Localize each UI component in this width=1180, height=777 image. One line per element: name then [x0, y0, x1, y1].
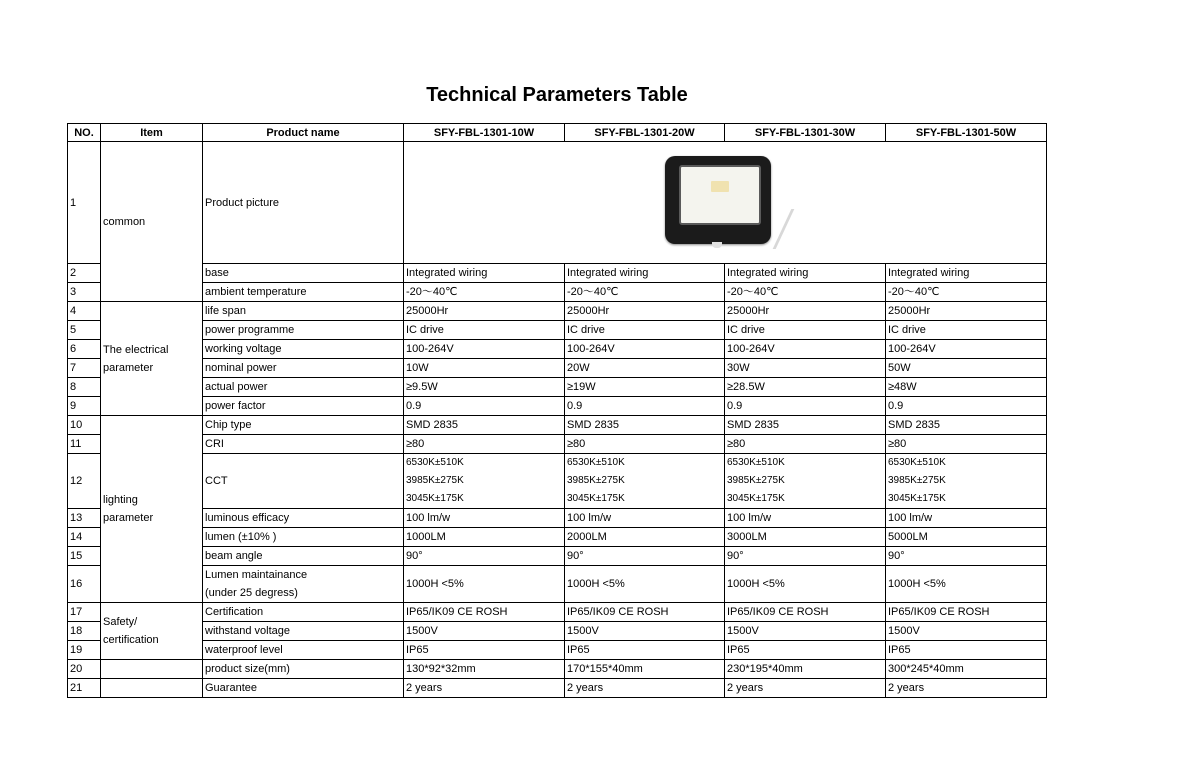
- header-item: Item: [101, 124, 203, 142]
- header-model: SFY-FBL-1301-10W: [404, 124, 565, 142]
- cct-value: 3985K±275K: [727, 475, 785, 486]
- value-cell: 100 lm/w: [404, 509, 565, 528]
- value-cell: 3000LM: [725, 528, 886, 547]
- header-model: SFY-FBL-1301-50W: [886, 124, 1047, 142]
- row-number: 6: [68, 340, 101, 359]
- row-number: 8: [68, 378, 101, 397]
- value-cell: 1000H <5%: [565, 566, 725, 603]
- table-row: [68, 378, 1047, 397]
- value-cell: 100-264V: [725, 340, 886, 359]
- group-common: common: [101, 142, 203, 302]
- row-number: 7: [68, 359, 101, 378]
- value-cell: -20～40℃: [886, 283, 1047, 302]
- value-cell: 1500V: [725, 622, 886, 641]
- group-electrical: [101, 302, 203, 416]
- table-row: [68, 397, 1047, 416]
- value-cell: [404, 454, 565, 509]
- value-cell: Integrated wiring: [565, 264, 725, 283]
- row-label: ambient temperature: [203, 283, 404, 302]
- value-cell: 5000LM: [886, 528, 1047, 547]
- table-row: [68, 566, 1047, 603]
- table-row: [68, 509, 1047, 528]
- row-label: Guarantee: [203, 679, 404, 698]
- value-cell: 90°: [565, 547, 725, 566]
- row-label: nominal power: [203, 359, 404, 378]
- row-label: withstand voltage: [203, 622, 404, 641]
- page-title: Technical Parameters Table: [426, 84, 688, 106]
- table-row: [68, 547, 1047, 566]
- row-number: 3: [68, 283, 101, 302]
- row-label: Chip type: [203, 416, 404, 435]
- value-cell: 0.9: [725, 397, 886, 416]
- value-cell: IP65: [404, 641, 565, 660]
- value-cell: 10W: [404, 359, 565, 378]
- floodlight-image: [663, 154, 787, 252]
- cct-value: 6530K±510K: [888, 457, 946, 468]
- cct-value: 3985K±275K: [567, 475, 625, 486]
- row-number: 10: [68, 416, 101, 435]
- table-row: [68, 641, 1047, 660]
- row-label: base: [203, 264, 404, 283]
- row-number: 5: [68, 321, 101, 340]
- value-cell: 90°: [725, 547, 886, 566]
- header-model: SFY-FBL-1301-30W: [725, 124, 886, 142]
- table-row: [68, 435, 1047, 454]
- row-number: 14: [68, 528, 101, 547]
- cct-value: 3045K±175K: [727, 493, 785, 504]
- table-row: [68, 302, 1047, 321]
- value-cell: 90°: [404, 547, 565, 566]
- value-cell: 0.9: [565, 397, 725, 416]
- value-cell: IP65/IK09 CE ROSH: [886, 603, 1047, 622]
- technical-parameters-table: [67, 123, 1047, 698]
- row-label: power factor: [203, 397, 404, 416]
- value-cell: -20～40℃: [565, 283, 725, 302]
- value-cell: 2 years: [886, 679, 1047, 698]
- group-label-line: lighting: [103, 494, 138, 506]
- cct-value: 3045K±175K: [888, 493, 946, 504]
- table-row: [68, 603, 1047, 622]
- row-number: 11: [68, 435, 101, 454]
- table-row: [68, 340, 1047, 359]
- value-cell: ≥9.5W: [404, 378, 565, 397]
- header-model: SFY-FBL-1301-20W: [565, 124, 725, 142]
- value-cell: [565, 454, 725, 509]
- row-label: Certification: [203, 603, 404, 622]
- value-cell: 25000Hr: [886, 302, 1047, 321]
- value-cell: SMD 2835: [725, 416, 886, 435]
- value-cell: SMD 2835: [565, 416, 725, 435]
- value-cell: 1500V: [404, 622, 565, 641]
- row-label: lumen (±10% ): [203, 528, 404, 547]
- value-cell: 0.9: [404, 397, 565, 416]
- row-number: 20: [68, 660, 101, 679]
- value-cell: IC drive: [886, 321, 1047, 340]
- value-cell: [725, 454, 886, 509]
- row-number: 12: [68, 454, 101, 509]
- value-cell: 90°: [886, 547, 1047, 566]
- header-product-name: Product name: [203, 124, 404, 142]
- value-cell: 20W: [565, 359, 725, 378]
- cct-value: 6530K±510K: [406, 457, 464, 468]
- row-label: actual power: [203, 378, 404, 397]
- row-number: 17: [68, 603, 101, 622]
- cct-value: 6530K±510K: [727, 457, 785, 468]
- table-row: [68, 264, 1047, 283]
- row-label-line: Lumen maintainance: [205, 569, 308, 581]
- value-cell: Integrated wiring: [886, 264, 1047, 283]
- value-cell: 1000H <5%: [404, 566, 565, 603]
- row-number: 18: [68, 622, 101, 641]
- value-cell: 25000Hr: [404, 302, 565, 321]
- value-cell: ≥80: [725, 435, 886, 454]
- value-cell: ≥80: [404, 435, 565, 454]
- value-cell: 100-264V: [565, 340, 725, 359]
- value-cell: ≥19W: [565, 378, 725, 397]
- table-row: [68, 142, 1047, 264]
- empty-item-cell: [101, 660, 203, 679]
- value-cell: 25000Hr: [565, 302, 725, 321]
- value-cell: -20～40℃: [404, 283, 565, 302]
- value-cell: 100 lm/w: [886, 509, 1047, 528]
- table-row: [68, 454, 1047, 509]
- row-label: power programme: [203, 321, 404, 340]
- value-cell: ≥28.5W: [725, 378, 886, 397]
- table-row: [68, 321, 1047, 340]
- value-cell: ≥80: [565, 435, 725, 454]
- table-row: [68, 660, 1047, 679]
- value-cell: IP65/IK09 CE ROSH: [404, 603, 565, 622]
- cct-value: 3985K±275K: [888, 475, 946, 486]
- value-cell: 2 years: [404, 679, 565, 698]
- row-label: CRI: [203, 435, 404, 454]
- row-number: 1: [68, 142, 101, 264]
- row-label: working voltage: [203, 340, 404, 359]
- row-number: 13: [68, 509, 101, 528]
- row-label: waterproof level: [203, 641, 404, 660]
- value-cell: 100 lm/w: [725, 509, 886, 528]
- header-no: NO.: [68, 124, 101, 142]
- value-cell: 50W: [886, 359, 1047, 378]
- row-label: product size(mm): [203, 660, 404, 679]
- group-label-line: parameter: [103, 361, 154, 374]
- table-row: [68, 528, 1047, 547]
- row-label: CCT: [203, 454, 404, 509]
- group-label-line: certification: [103, 634, 159, 646]
- row-number: 15: [68, 547, 101, 566]
- value-cell: 1500V: [565, 622, 725, 641]
- empty-item-cell: [101, 679, 203, 698]
- row-label: life span: [203, 302, 404, 321]
- value-cell: IP65: [725, 641, 886, 660]
- row-number: 4: [68, 302, 101, 321]
- value-cell: ≥80: [886, 435, 1047, 454]
- value-cell: 170*155*40mm: [565, 660, 725, 679]
- value-cell: IC drive: [565, 321, 725, 340]
- value-cell: 130*92*32mm: [404, 660, 565, 679]
- row-label: [203, 566, 404, 603]
- value-cell: 1000H <5%: [725, 566, 886, 603]
- value-cell: 30W: [725, 359, 886, 378]
- value-cell: 230*195*40mm: [725, 660, 886, 679]
- product-picture: [404, 142, 1047, 264]
- value-cell: IP65: [565, 641, 725, 660]
- value-cell: IP65/IK09 CE ROSH: [565, 603, 725, 622]
- row-label: beam angle: [203, 547, 404, 566]
- value-cell: 25000Hr: [725, 302, 886, 321]
- value-cell: [886, 454, 1047, 509]
- value-cell: 100-264V: [404, 340, 565, 359]
- value-cell: 100-264V: [886, 340, 1047, 359]
- value-cell: IP65: [886, 641, 1047, 660]
- table-row: [68, 622, 1047, 641]
- value-cell: 2 years: [725, 679, 886, 698]
- value-cell: -20～40℃: [725, 283, 886, 302]
- row-label-line: (under 25 degress): [205, 587, 298, 599]
- value-cell: 100 lm/w: [565, 509, 725, 528]
- value-cell: 300*245*40mm: [886, 660, 1047, 679]
- row-label: Product picture: [203, 142, 404, 264]
- table-row: [68, 359, 1047, 378]
- group-label-line: The electrical: [103, 343, 169, 356]
- group-label-line: Safety/: [103, 616, 138, 628]
- row-number: 16: [68, 566, 101, 603]
- value-cell: 1000H <5%: [886, 566, 1047, 603]
- value-cell: SMD 2835: [404, 416, 565, 435]
- value-cell: SMD 2835: [886, 416, 1047, 435]
- value-cell: 1500V: [886, 622, 1047, 641]
- value-cell: Integrated wiring: [725, 264, 886, 283]
- cct-value: 3985K±275K: [406, 475, 464, 486]
- header-row: [68, 124, 1047, 142]
- value-cell: IP65/IK09 CE ROSH: [725, 603, 886, 622]
- cct-value: 3045K±175K: [406, 493, 464, 504]
- group-label-line: parameter: [103, 512, 154, 524]
- table-row: [68, 679, 1047, 698]
- row-number: 2: [68, 264, 101, 283]
- value-cell: ≥48W: [886, 378, 1047, 397]
- value-cell: IC drive: [725, 321, 886, 340]
- value-cell: IC drive: [404, 321, 565, 340]
- value-cell: Integrated wiring: [404, 264, 565, 283]
- value-cell: 0.9: [886, 397, 1047, 416]
- value-cell: 1000LM: [404, 528, 565, 547]
- group-lighting: [101, 416, 203, 603]
- row-number: 19: [68, 641, 101, 660]
- row-number: 21: [68, 679, 101, 698]
- value-cell: 2000LM: [565, 528, 725, 547]
- cct-value: 6530K±510K: [567, 457, 625, 468]
- table-row: [68, 416, 1047, 435]
- value-cell: 2 years: [565, 679, 725, 698]
- row-label: luminous efficacy: [203, 509, 404, 528]
- group-safety: [101, 603, 203, 660]
- cct-value: 3045K±175K: [567, 493, 625, 504]
- table-row: [68, 283, 1047, 302]
- row-number: 9: [68, 397, 101, 416]
